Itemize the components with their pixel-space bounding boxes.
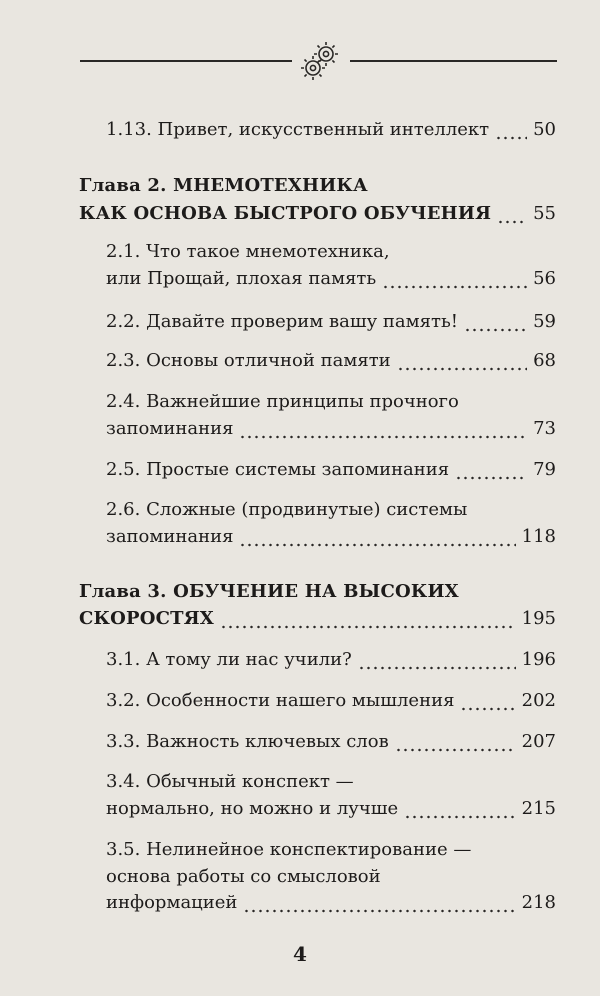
toc-entry-2-4[interactable] bbox=[106, 418, 556, 440]
toc-entry-title: запоминания bbox=[106, 526, 234, 547]
toc-entry-3-4-line1[interactable]: 3.4. Обычный конспект — bbox=[106, 771, 354, 792]
chapter-2-title-line1[interactable]: Глава 2. МНЕМОТЕХНИКА bbox=[79, 175, 368, 196]
toc-entry-2-6-line1[interactable]: 2.6. Сложные (продвинутые) системы bbox=[106, 499, 468, 520]
toc-entry-2-1[interactable] bbox=[106, 268, 556, 290]
toc-page-number: 56 bbox=[533, 268, 556, 289]
toc-page-number: 207 bbox=[521, 731, 556, 752]
toc-page-number: 68 bbox=[533, 350, 556, 371]
toc-entry-2-6[interactable] bbox=[106, 526, 556, 548]
toc-entry-3-5-line2[interactable]: основа работы со смысловой bbox=[106, 866, 381, 887]
dot-leader bbox=[220, 608, 516, 630]
toc-entry-title: 3.1. А тому ли нас учили? bbox=[106, 649, 352, 670]
dot-leader bbox=[382, 268, 527, 290]
dot-leader bbox=[464, 311, 527, 333]
toc-entry-title: 2.5. Простые системы запоминания bbox=[106, 459, 450, 480]
dot-leader bbox=[358, 649, 516, 671]
toc-entry-3-5[interactable] bbox=[106, 892, 556, 914]
toc-entry-2-5[interactable] bbox=[106, 459, 556, 481]
toc-page-number: 202 bbox=[521, 690, 556, 711]
dot-leader bbox=[455, 459, 527, 481]
toc-chapter-2[interactable] bbox=[79, 203, 556, 225]
toc-entry-title: нормально, но можно и лучше bbox=[106, 798, 399, 819]
toc-entry-title: СКОРОСТЯХ bbox=[79, 608, 214, 629]
toc-entry-2-3[interactable] bbox=[106, 350, 556, 372]
toc-page-number: 196 bbox=[521, 649, 556, 670]
toc-entry-2-2[interactable] bbox=[106, 311, 556, 333]
dot-leader bbox=[497, 203, 527, 225]
toc-entry-3-3[interactable] bbox=[106, 731, 556, 753]
toc-entry-3-4[interactable] bbox=[106, 798, 556, 820]
toc-entry-title: информацией bbox=[106, 892, 238, 913]
toc-page-number: 118 bbox=[521, 526, 556, 547]
toc-entry-2-4-line1[interactable]: 2.4. Важнейшие принципы прочного bbox=[106, 391, 459, 412]
toc-entry-title: 2.2. Давайте проверим вашу память! bbox=[106, 311, 459, 332]
toc-page-number: 73 bbox=[533, 418, 556, 439]
toc-entry-title: запоминания bbox=[106, 418, 234, 439]
dot-leader bbox=[243, 892, 515, 914]
toc-entry-3-2[interactable] bbox=[106, 690, 556, 712]
dot-leader bbox=[460, 690, 515, 712]
dot-leader bbox=[239, 526, 515, 548]
toc-page-number: 50 bbox=[533, 119, 556, 140]
dot-leader bbox=[495, 119, 527, 141]
chapter-3-title-line1[interactable]: Глава 3. ОБУЧЕНИЕ НА ВЫСОКИХ bbox=[79, 581, 459, 602]
toc-entry-title: или Прощай, плохая память bbox=[106, 268, 377, 289]
toc-entry-3-1[interactable] bbox=[106, 649, 556, 671]
toc-entry-2-1-line1[interactable]: 2.1. Что такое мнемотехника, bbox=[106, 241, 390, 262]
toc-chapter-3[interactable] bbox=[79, 608, 556, 630]
toc-page-number: 218 bbox=[521, 892, 556, 913]
dot-leader bbox=[395, 731, 516, 753]
dot-leader bbox=[404, 798, 516, 820]
toc-entry-title: КАК ОСНОВА БЫСТРОГО ОБУЧЕНИЯ bbox=[79, 203, 492, 224]
page-number: 4 bbox=[293, 942, 307, 966]
toc-entry-title: 2.3. Основы отличной памяти bbox=[106, 350, 391, 371]
dot-leader bbox=[397, 350, 527, 372]
toc-page-number: 55 bbox=[533, 203, 556, 224]
toc-page-number: 79 bbox=[533, 459, 556, 480]
dot-leader bbox=[239, 418, 527, 440]
toc-entry-title: 1.13. Привет, искусственный интеллект bbox=[106, 119, 490, 140]
toc-page-number: 215 bbox=[521, 798, 556, 819]
toc-entry-title: 3.2. Особенности нашего мышления bbox=[106, 690, 455, 711]
toc-page-number: 59 bbox=[533, 311, 556, 332]
toc-entry-3-5-line1[interactable]: 3.5. Нелинейное конспектирование — bbox=[106, 839, 472, 860]
toc-page-number: 195 bbox=[521, 608, 556, 629]
toc-entry-title: 3.3. Важность ключевых слов bbox=[106, 731, 389, 752]
toc-entry-1-13[interactable] bbox=[106, 119, 556, 141]
